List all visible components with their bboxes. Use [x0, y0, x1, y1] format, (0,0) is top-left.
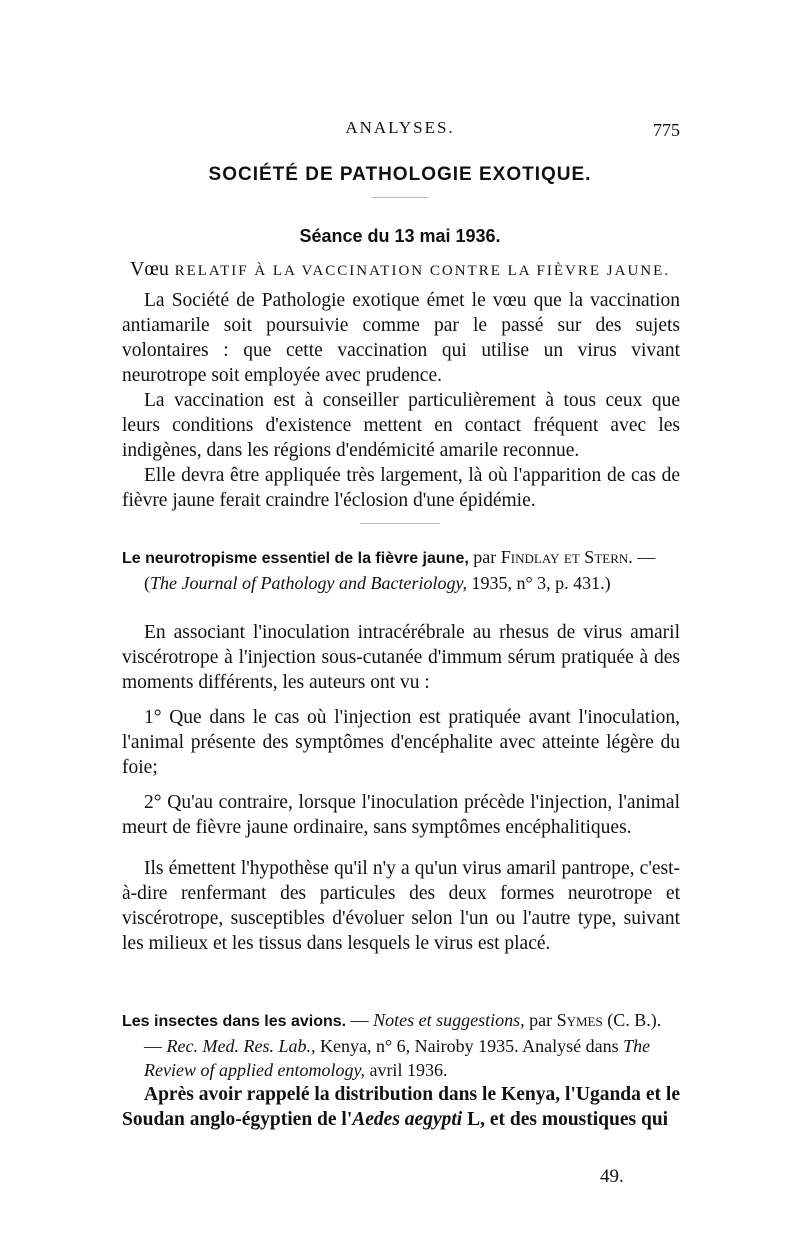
dash: —: [144, 1036, 162, 1056]
subsection-title-rest: RELATIF À LA VACCINATION CONTRE LA FIÈVRE JAUNE.: [174, 263, 671, 279]
paragraph-end: L, et des moustiques qui: [462, 1109, 669, 1130]
wish-text: [122, 288, 680, 513]
source-details: 1935, n° 3, p. 431.): [471, 573, 611, 593]
signature-mark: 49.: [600, 1166, 624, 1187]
source-open: (: [144, 573, 150, 593]
article-title: Le neurotropisme essentiel de la fièvre jaune,: [122, 550, 469, 567]
authors-prefix: par: [529, 1010, 553, 1030]
journal-name: The Journal of Pathology and Bacteriology,: [150, 573, 467, 593]
review-name: The Review of applied entomology,: [144, 1036, 651, 1080]
session-date: Séance du 13 mai 1936.: [299, 226, 501, 246]
divider: [372, 197, 428, 198]
dash: —: [637, 547, 656, 567]
authors: Symes (C. B.).: [556, 1010, 662, 1030]
source-name: Rec. Med. Res. Lab.,: [166, 1036, 316, 1056]
article-reference: [122, 545, 680, 595]
article-title: Les insectes dans les avions.: [122, 1013, 347, 1030]
paragraph: Ils émettent l'hypothèse qu'il n'y a qu'un virus amaril pantrope, c'est-à-dire renfermant des particules des deux formes neurotrope et viscérotrope, susceptibles d'évoluer selon l'un ou l'autre type, suivant les milieux et les tissus dans lesquels le virus est placé.: [122, 858, 680, 954]
dash: —: [350, 1010, 369, 1030]
authors: Findlay et Stern.: [500, 547, 633, 567]
species-name: Aedes aegypti: [352, 1109, 463, 1130]
paragraph: La Société de Pathologie exotique émet le vœu que la vaccination antiamarile soit poursuivie comme par le passé sur des sujets volontaires : que cette vaccination qui utilise un virus vivant neurotrope soit employée avec prudence.: [122, 290, 680, 386]
subsection-title: [0, 258, 800, 281]
divider: [360, 523, 440, 524]
paragraph: Elle devra être appliquée très largement, là où l'apparition de cas de fièvre jaune ferait craindre l'éclosion d'une épidémie.: [122, 465, 680, 511]
paragraph: 1° Que dans le cas où l'injection est pratiquée avant l'inoculation, l'animal présente des symptômes d'encéphalite avec atteinte légère du foie;: [122, 707, 680, 778]
running-title: ANALYSES.: [345, 118, 455, 137]
running-head: [120, 118, 680, 142]
paragraph-start: Après avoir rappelé la distribution dans le Kenya, l'Uganda et le Soudan anglo-égyptien de l': [122, 1084, 680, 1130]
article-body: [122, 620, 680, 956]
source-details: Kenya, n° 6, Nairoby 1935. Analysé dans: [319, 1036, 619, 1056]
paragraph: 2° Qu'au contraire, lorsque l'inoculation précède l'injection, l'animal meurt de fièvre jaune ordinaire, sans symptômes encéphalitiques.: [122, 792, 680, 838]
paragraph: En associant l'inoculation intracérébrale au rhesus de virus amaril viscérotrope à l'injection sous-cutanée d'immum sérum pratiquée à des moments différents, les auteurs ont vu :: [122, 622, 680, 693]
subsection-title-initial: Vœu: [129, 258, 169, 280]
review-date: avril 1936.: [369, 1060, 448, 1080]
section-title: SOCIÉTÉ DE PATHOLOGIE EXOTIQUE.: [208, 164, 592, 185]
authors-prefix: par: [473, 547, 497, 567]
paragraph: [122, 1082, 680, 1132]
article-body: [122, 1082, 680, 1132]
reference-line: [122, 1008, 680, 1082]
reference-line: [122, 545, 680, 595]
article-reference: [122, 1008, 680, 1082]
page-number: 775: [653, 120, 680, 140]
notes-title: Notes et suggestions,: [373, 1010, 525, 1030]
paragraph: La vaccination est à conseiller particulièrement à tous ceux que leurs conditions d'existence mettent en contact fréquent avec les indigènes, dans les régions d'endémicité amarile reconnue.: [122, 390, 680, 461]
